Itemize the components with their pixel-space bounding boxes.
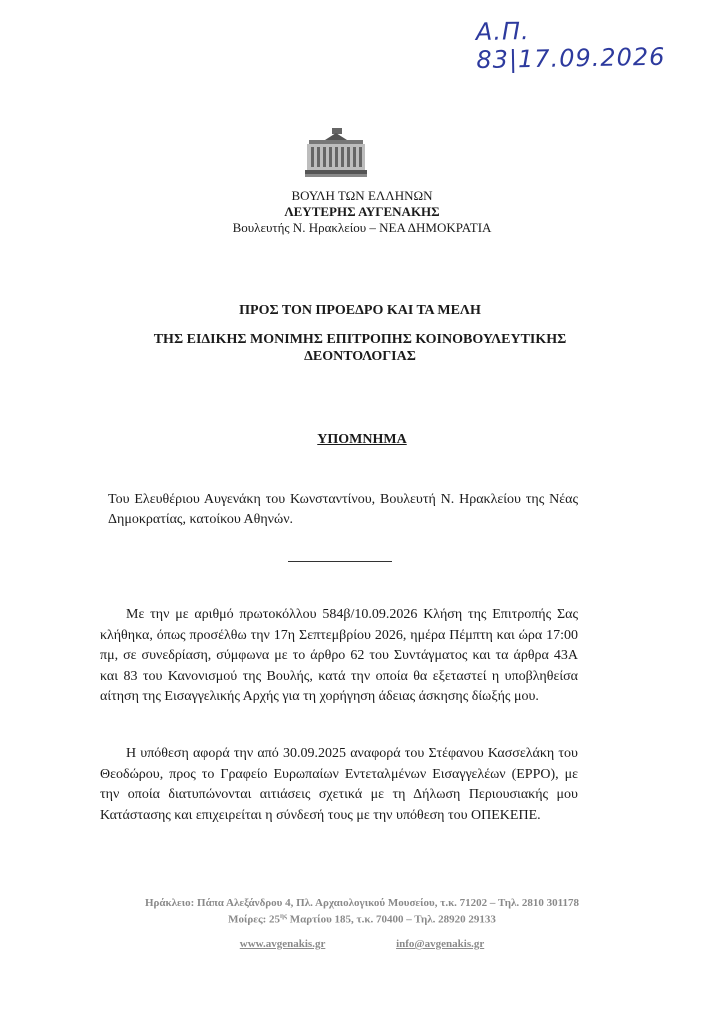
footer-moires-sup: ης: [280, 912, 287, 920]
memo-title: ΥΠΟΜΝΗΜΑ: [317, 432, 407, 447]
paragraph-1: [100, 605, 578, 708]
footer-links: [0, 938, 724, 950]
email-link[interactable]: info@avgenakis.gr: [396, 938, 485, 950]
paragraph-1-text: Με την με αριθμό πρωτοκόλλου 584β/10.09.2026 Κλήση της Επιτροπής Σας κλήθηκα, όπως προσέλθω την 17η Σεπτεμβρίου 2026, ημέρα Πέμπτη και ώρα 17:00 πμ, σε συνεδρίαση, σύμφωνα με το άρθρο 62 του Συντάγματος και τα άρθρα 43Α και 83 του Κανονισμού της Βουλής, κατά την οποία θα εξεταστεί η υποβληθείσα αίτηση της Εισαγγελικής Αρχής για τη χορήγηση άδειας άσκησης δίωξής μου.: [100, 607, 578, 704]
addressee-line-1: ΠΡΟΣ ΤΟΝ ΠΡΟΕΔΡΟ ΚΑΙ ΤΑ ΜΕΛΗ: [239, 303, 481, 318]
footer-moires-prefix: Μοίρες: 25: [228, 913, 280, 926]
section-divider: [288, 561, 392, 562]
parliament-building-emblem: [305, 128, 367, 178]
paragraph-2-text: Η υπόθεση αφορά την από 30.09.2025 αναφορά του Στέφανου Κασσελάκη του Θεοδώρου, προς το Γραφείο Ευρωπαίων Εντεταλμένων Εισαγγελέων (EPPO), με την οποία διατυπώνονται αιτιάσεις σχετικά με τη Δήλωση Περιουσιακής μου Κατάστασης και επιχειρείται η σύνδεσή τους με την υπόθεση του ΟΠΕΚΕΠΕ.: [100, 746, 578, 823]
member-name: ΛΕΥΤΕΡΗΣ ΑΥΓΕΝΑΚΗΣ: [284, 204, 440, 219]
footer-address-heraklion: Ηράκλειο: Πάπα Αλεξάνδρου 4, Πλ. Αρχαιολογικού Μουσείου, τ.κ. 71202 – Τηλ. 2810 301178: [144, 897, 580, 909]
footer-moires-suffix: Μαρτίου 185, τ.κ. 70400 – Τηλ. 28920 29133: [286, 913, 496, 926]
member-role: Βουλευτής Ν. Ηρακλείου – ΝΕΑ ΔΗΜΟΚΡΑΤΙΑ: [232, 220, 492, 235]
addressee-line-3: ΔΕΟΝΤΟΛΟΓΙΑΣ: [304, 349, 416, 364]
addressee-line-2: ΤΗΣ ΕΙΔΙΚΗΣ ΜΟΝΙΜΗΣ ΕΠΙΤΡΟΠΗΣ ΚΟΙΝΟΒΟΥΛΕΥΤΙΚΗΣ: [153, 332, 567, 347]
memo-intro: Του Ελευθέριου Αυγενάκη του Κωνσταντίνου, Βουλευτή Ν. Ηρακλείου της Νέας Δημοκρατίας, κατοίκου Αθηνών.: [108, 492, 578, 527]
institution-name: ΒΟΥΛΗ ΤΩΝ ΕΛΛΗΝΩΝ: [291, 188, 433, 203]
paragraph-2: [100, 744, 578, 826]
website-link[interactable]: www.avgenakis.gr: [239, 938, 326, 950]
handwritten-protocol-number: Α.Π. 83|17.09.2026: [475, 17, 666, 75]
footer-address-moires: [0, 912, 724, 926]
